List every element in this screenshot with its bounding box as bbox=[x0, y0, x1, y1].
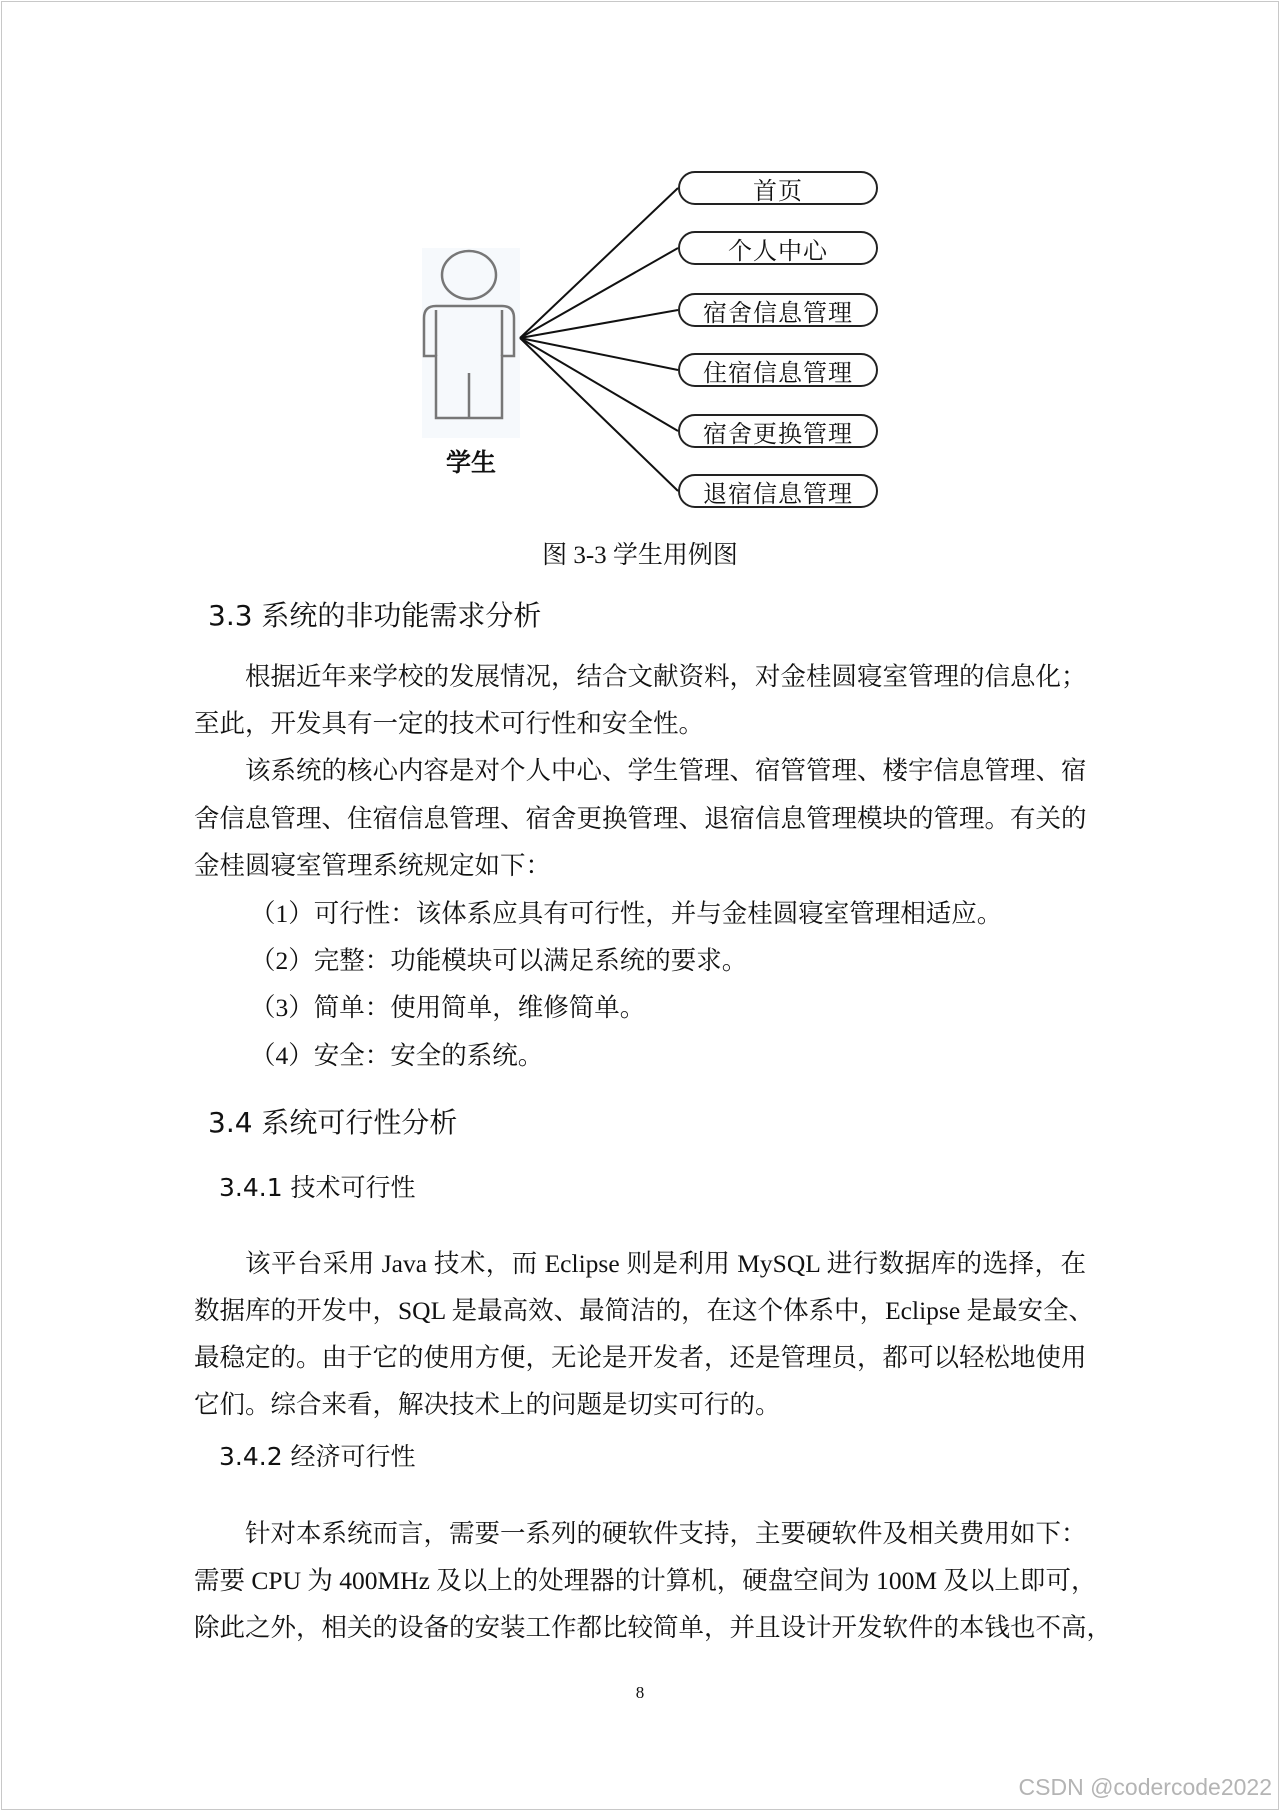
paragraph-line: 根据近年来学校的发展情况，结合文献资料，对金桂圆寝室管理的信息化； bbox=[245, 662, 1087, 691]
list-item: （2）完整：功能模块可以满足系统的要求。 bbox=[250, 946, 748, 975]
page-number: 8 bbox=[635, 1683, 645, 1702]
actor-label: 学生 bbox=[446, 448, 497, 477]
subsection-heading-3-4-1: 3.4.1 技术可行性 bbox=[219, 1173, 416, 1202]
paragraph-line: 需要 CPU 为 400MHz 及以上的处理器的计算机，硬盘空间为 100M 及以上即可， bbox=[194, 1566, 1097, 1595]
association-lines bbox=[0, 0, 1280, 560]
use-case-home: 首页 bbox=[678, 171, 878, 205]
use-case-dorm-info: 宿舍信息管理 bbox=[678, 293, 878, 327]
use-case-lodging-info: 住宿信息管理 bbox=[678, 353, 878, 387]
section-heading-3-3: 3.3 系统的非功能需求分析 bbox=[208, 599, 542, 632]
paragraph-line: 该系统的核心内容是对个人中心、学生管理、宿管管理、楼宇信息管理、宿 bbox=[245, 756, 1087, 785]
watermark: CSDN @codercode2022 bbox=[1018, 1774, 1272, 1800]
paragraph-line: 该平台采用 Java 技术，而 Eclipse 则是利用 MySQL 进行数据库的选择，在 bbox=[245, 1249, 1086, 1278]
paragraph-line: 金桂圆寝室管理系统规定如下： bbox=[194, 851, 552, 880]
subsection-heading-3-4-2: 3.4.2 经济可行性 bbox=[219, 1442, 416, 1471]
use-case-dorm-change: 宿舍更换管理 bbox=[678, 414, 878, 448]
paragraph-line: 针对本系统而言，需要一系列的硬软件支持，主要硬软件及相关费用如下： bbox=[245, 1519, 1087, 1548]
paragraph-line: 最稳定的。由于它的使用方便，无论是开发者，还是管理员，都可以轻松地使用 bbox=[194, 1343, 1087, 1372]
list-item: （1）可行性：该体系应具有可行性，并与金桂圆寝室管理相适应。 bbox=[250, 899, 1003, 928]
list-item: （4）安全：安全的系统。 bbox=[250, 1041, 544, 1070]
paragraph-line: 数据库的开发中，SQL 是最高效、最简洁的，在这个体系中，Eclipse 是最安全、 bbox=[194, 1296, 1095, 1325]
paragraph-line: 它们。综合来看，解决技术上的问题是切实可行的。 bbox=[194, 1390, 781, 1419]
use-case-checkout-info: 退宿信息管理 bbox=[678, 474, 878, 508]
list-item: （3）简单：使用简单，维修简单。 bbox=[250, 993, 646, 1022]
use-case-personal-center: 个人中心 bbox=[678, 231, 878, 265]
paragraph-line: 至此，开发具有一定的技术可行性和安全性。 bbox=[194, 709, 705, 738]
paragraph-line: 舍信息管理、住宿信息管理、宿舍更换管理、退宿信息管理模块的管理。有关的 bbox=[194, 804, 1087, 833]
figure-caption: 图 3-3 学生用例图 bbox=[542, 542, 738, 569]
paragraph-line: 除此之外，相关的设备的安装工作都比较简单，并且设计开发软件的本钱也不高， bbox=[194, 1613, 1113, 1642]
section-heading-3-4: 3.4 系统可行性分析 bbox=[208, 1106, 458, 1139]
